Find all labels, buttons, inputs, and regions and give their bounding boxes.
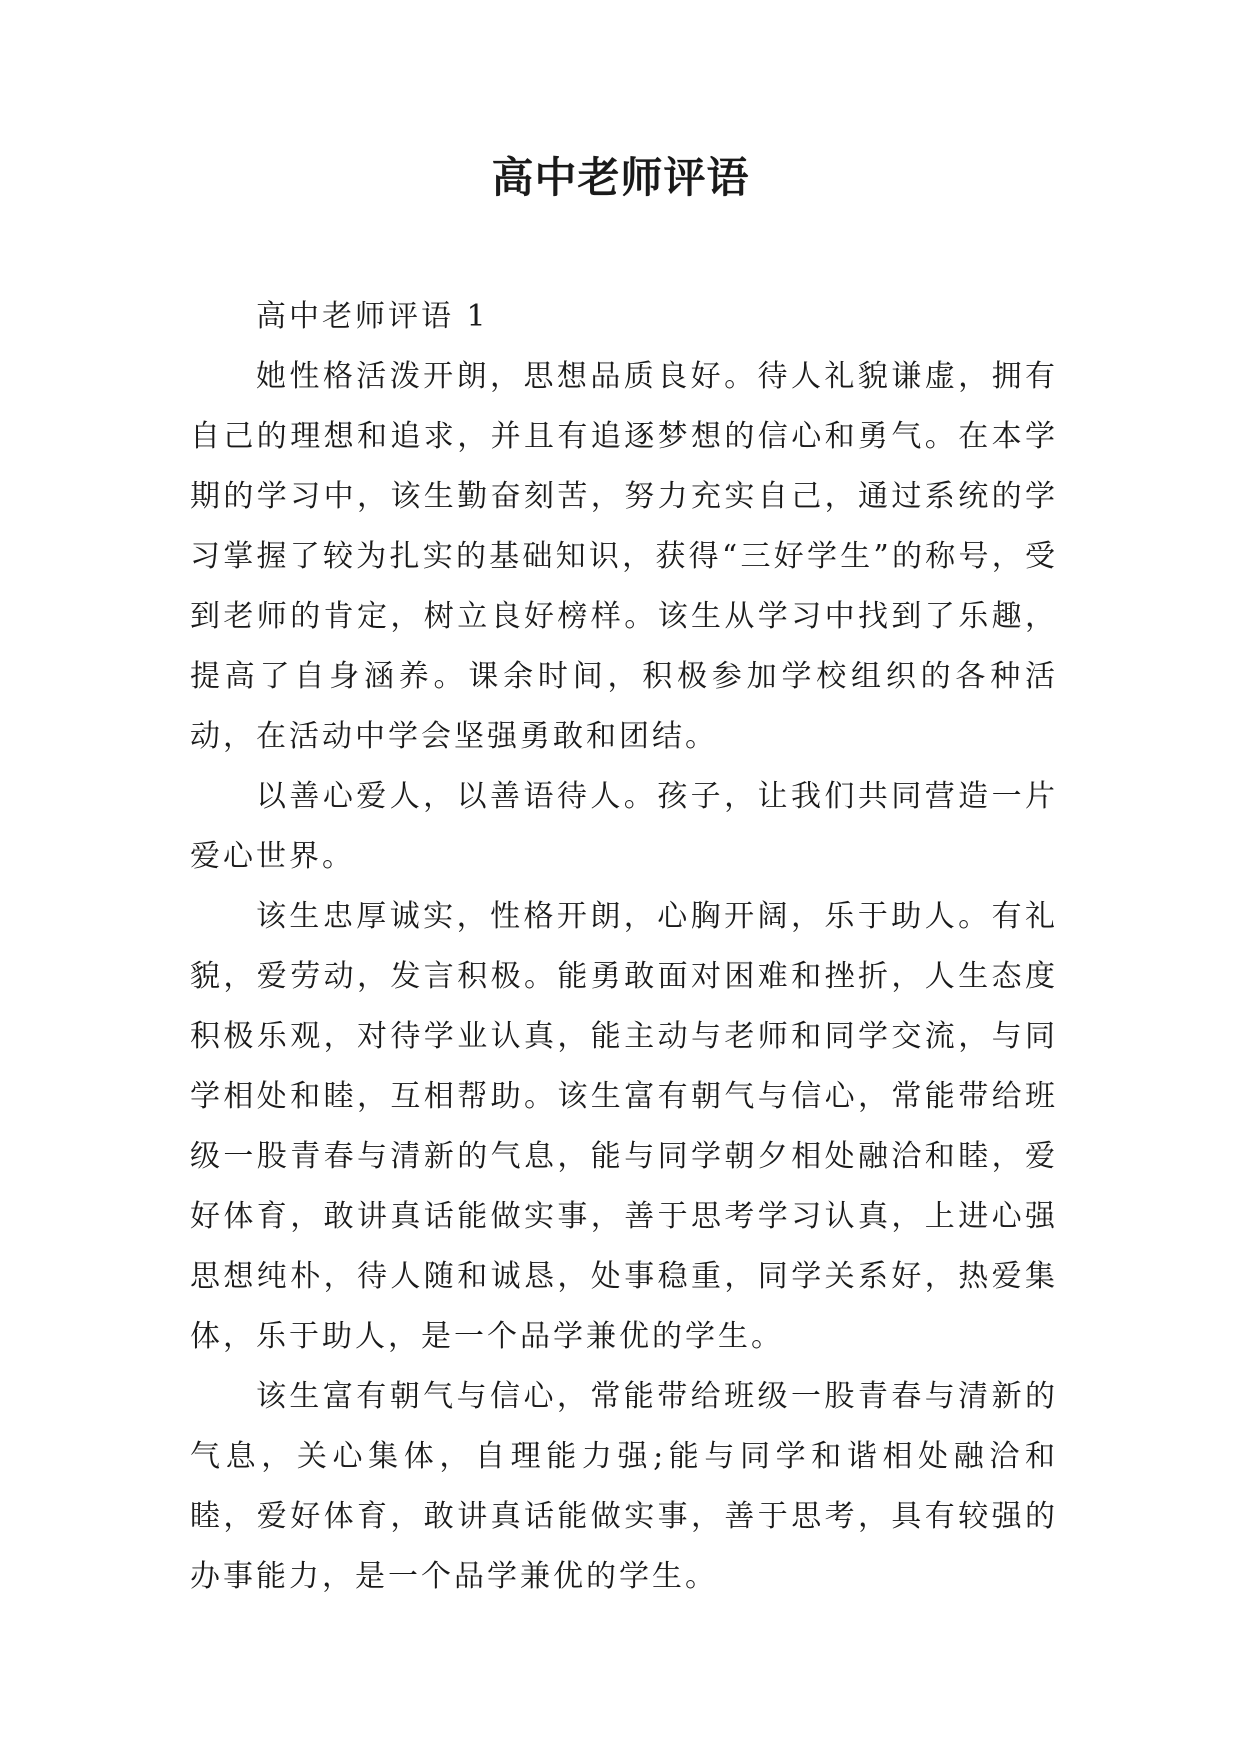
section-heading: 高中老师评语 1: [256, 299, 489, 334]
paragraph: 以善心爱人，以善语待人。孩子，让我们共同营造一片爱心世界。: [190, 779, 1058, 874]
paragraph: 该生富有朝气与信心，常能带给班级一股青春与清新的气息，关心集体，自理能力强;能与同学和谐相处融洽和睦，爱好体育，敢讲真话能做实事，善于思考，具有较强的办事能力，是一个品学兼优的学生。: [190, 1379, 1058, 1594]
paragraph: 她性格活泼开朗，思想品质良好。待人礼貌谦虚，拥有自己的理想和追求，并且有追逐梦想的信心和勇气。在本学期的学习中，该生勤奋刻苦，努力充实自己，通过系统的学习掌握了较为扎实的基础知识，获得“三好学生”的称号，受到老师的肯定，树立良好榜样。该生从学习中找到了乐趣，提高了自身涵养。课余时间，积极参加学校组织的各种活动，在活动中学会坚强勇敢和团结。: [190, 359, 1058, 754]
document-body: [190, 287, 1058, 1607]
document-title: 高中老师评语: [491, 153, 750, 202]
paragraph: 该生忠厚诚实，性格开朗，心胸开阔，乐于助人。有礼貌，爱劳动，发言积极。能勇敢面对困难和挫折，人生态度积极乐观，对待学业认真，能主动与老师和同学交流，与同学相处和睦，互相帮助。该生富有朝气与信心，常能带给班级一股青春与清新的气息，能与同学朝夕相处融洽和睦，爱好体育，敢讲真话能做实事，善于思考学习认真，上进心强思想纯朴，待人随和诚恳，处事稳重，同学关系好，热爱集体，乐于助人，是一个品学兼优的学生。: [190, 899, 1058, 1354]
